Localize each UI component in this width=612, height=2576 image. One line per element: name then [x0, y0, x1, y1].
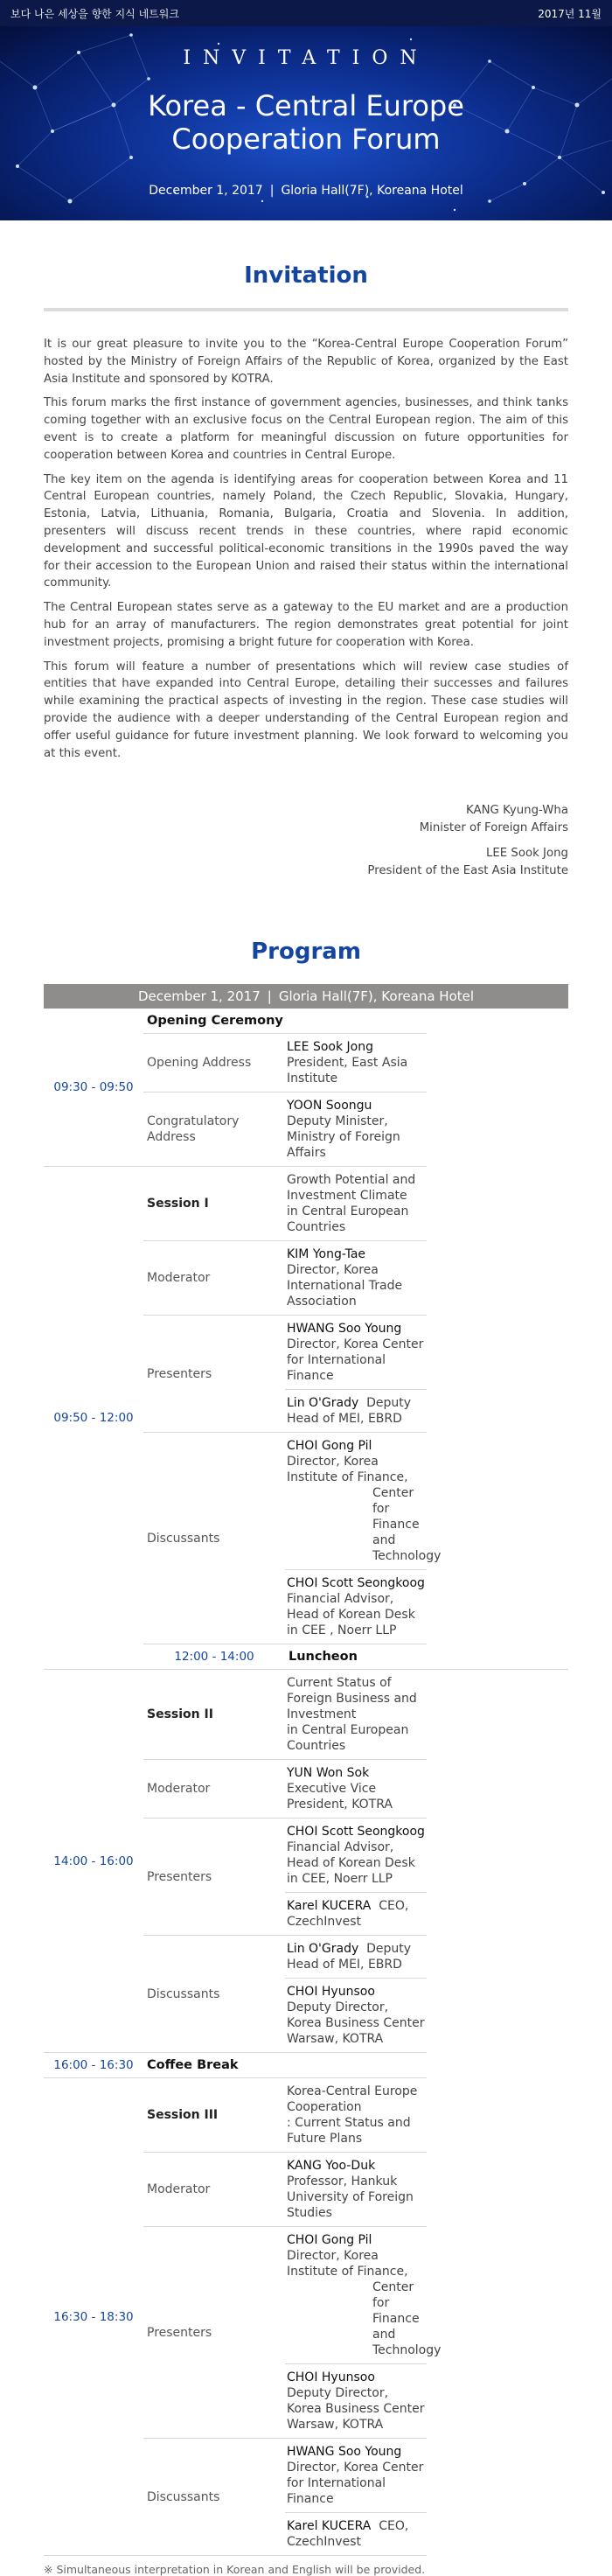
- speaker-name: HWANG Soo Young: [287, 2445, 402, 2460]
- event-venue: Gloria Hall(7F), Koreana Hotel: [281, 184, 463, 198]
- program-title: Program: [251, 939, 361, 966]
- session-topic-line-1: Korea-Central Europe Cooperation: [287, 2084, 418, 2115]
- speaker-name: CHOI Hyunsoo: [287, 1985, 375, 2000]
- role-label: Moderator: [143, 1760, 285, 1819]
- speaker-name: Karel KUCERA: [287, 2519, 372, 2534]
- speaker-name: CHOI Scott Seongkoog: [287, 1576, 425, 1591]
- schedule-row: [44, 1009, 568, 1034]
- speaker-title: Deputy Head of MEI, EBRD: [287, 1396, 412, 1427]
- hero-banner: [0, 26, 612, 220]
- speaker: [285, 1390, 427, 1433]
- speaker-title-line-2: Center for Finance and Technology: [372, 2280, 442, 2358]
- speaker: [285, 1093, 427, 1167]
- speaker: [285, 1316, 427, 1390]
- speaker-name: LEE Sook Jong: [287, 1040, 373, 1055]
- speaker: [285, 2153, 427, 2227]
- speaker: [285, 2439, 427, 2513]
- speaker: [285, 1241, 427, 1316]
- separator: |: [269, 184, 275, 198]
- role-label: Moderator: [143, 2153, 285, 2227]
- invitation-title: Invitation: [244, 262, 368, 289]
- session-topic-line-2: : Current Status and Future Plans: [287, 2116, 411, 2147]
- speaker-title: Director, Korea Center for International Finance: [287, 2461, 424, 2507]
- role-label: Congratulatory Address: [143, 1093, 285, 1167]
- invitation-heading: INVITATION: [183, 47, 429, 69]
- session-topic: [285, 1167, 427, 1241]
- role-label: Discussants: [143, 1936, 285, 2053]
- speaker-name: CHOI Scott Seongkoog: [287, 1825, 425, 1840]
- signatures: [44, 802, 568, 879]
- event-date-venue: [0, 184, 612, 198]
- session-topic-line-2: in Central European Countries: [287, 1204, 409, 1235]
- session-label: Session II: [143, 1670, 285, 1760]
- speaker-name: CHOI Gong Pil: [287, 1439, 372, 1454]
- coffee-break-label: Coffee Break: [143, 2053, 427, 2078]
- speaker-title: Deputy Director, Korea Business Center Warsaw, KOTRA: [287, 2386, 425, 2433]
- letter-paragraph: The key item on the agenda is identifying areas for cooperation between Korea and 11 Central European countries, namely Poland, the Czech Republic, Slovakia, Hungary, Estonia, Latvia, Lithuania, Romania, Bulgaria, Croatia and Slovenia. In addition, presenters will discuss recent trends in these countries, where rapid economic development and successful political-economic transitions in the 1990s paved the way for their accession to the European Union and raised their status within the international community.: [44, 472, 568, 590]
- forum-title-line-2: Cooperation Forum: [171, 122, 441, 156]
- speaker-title: CEO, CzechInvest: [287, 1899, 409, 1930]
- program-table: [44, 984, 568, 2556]
- schedule-row: [44, 2053, 568, 2078]
- speaker-title: Deputy Minister, Ministry of Foreign Affairs: [287, 1114, 400, 1161]
- role-label: Presenters: [143, 2227, 285, 2439]
- letter-paragraph: The Central European states serve as a gateway to the EU market and are a production hub for an array of manufacturers. The region demonstrates great potential for joint investment projects, promising a bright future for cooperation with Korea.: [44, 601, 568, 649]
- speaker: [285, 1570, 427, 1644]
- speaker-title: Director, Korea Center for International Finance: [287, 1337, 424, 1384]
- speaker-title: Director, Korea Institute of Finance,: [287, 2249, 408, 2279]
- role-label: Presenters: [143, 1819, 285, 1936]
- program-venue: Gloria Hall(7F), Koreana Hotel: [278, 988, 475, 1005]
- luncheon-label: Luncheon: [285, 1644, 568, 1670]
- time-slot: 16:30 - 18:30: [44, 2078, 143, 2556]
- speaker-title: Professor, Hankuk University of Foreign Studies: [287, 2175, 414, 2221]
- tagline: 보다 나은 세상을 향한 지식 네트워크: [10, 7, 179, 20]
- speaker: [285, 1936, 427, 1979]
- role-label: Discussants: [143, 1433, 285, 1644]
- signer-name: KANG Kyung-Wha: [466, 804, 568, 818]
- speaker-name: CHOI Gong Pil: [287, 2233, 372, 2248]
- speaker-title: President, East Asia Institute: [287, 1056, 408, 1086]
- speaker: [285, 2227, 442, 2364]
- role-label: Moderator: [143, 1241, 285, 1316]
- speaker-name: HWANG Soo Young: [287, 1322, 402, 1337]
- time-slot: 14:00 - 16:00: [44, 1670, 143, 2053]
- speaker: [285, 1760, 427, 1819]
- session-topic-line-2: in Central European Countries: [287, 1723, 409, 1754]
- time-slot: 16:00 - 16:30: [44, 2053, 143, 2078]
- speaker-title: Financial Advisor,: [287, 1592, 394, 1607]
- speaker-title: Executive Vice President, KOTRA: [287, 1782, 393, 1812]
- role-label: Discussants: [143, 2439, 285, 2556]
- session-label: Session I: [143, 1167, 285, 1241]
- speaker: [285, 1819, 427, 1893]
- time-slot: 12:00 - 14:00: [143, 1644, 285, 1670]
- signature-block: [44, 802, 568, 836]
- speaker-name: YUN Won Sok: [287, 1766, 370, 1781]
- speaker: [285, 1893, 427, 1936]
- speaker: [285, 1979, 427, 2053]
- speaker: [285, 2364, 427, 2439]
- program-date: December 1, 2017: [137, 988, 261, 1005]
- speaker-title-line-2: Head of Korean Desk in CEE , Noerr LLP: [287, 1608, 415, 1638]
- opening-ceremony-label: Opening Ceremony: [143, 1009, 427, 1034]
- forum-title: [0, 89, 612, 156]
- letter-paragraph: This forum marks the first instance of government agencies, businesses, and think tanks coming together with an exclusive focus on the Central European region. The aim of this event is to create a platform for meaningful discussion on future opportunities for cooperation between Korea and countries in Central Europe.: [44, 396, 568, 462]
- session-topic-line-1: Current Status of Foreign Business and Investment: [287, 1676, 417, 1722]
- schedule: [44, 1009, 568, 2556]
- session-topic: [285, 1670, 427, 1760]
- letter-paragraph: This forum will feature a number of presentations which will review case studies of entities that have expanded into Central Europe, detailing their successes and failures while examining the practical aspects of investing in the region. These case studies will provide the audience with a deeper understanding of the Central European region and offer useful guidance for future investment planning. We look forward to welcoming you at this event.: [44, 660, 568, 760]
- issue-date: 2017년 11월: [538, 7, 602, 20]
- time-slot: 09:30 - 09:50: [44, 1009, 143, 1167]
- role-label: Opening Address: [143, 1034, 285, 1093]
- session-topic-line-1: Growth Potential and Investment Climate: [287, 1173, 416, 1204]
- speaker: [285, 2513, 427, 2556]
- speaker-name: KANG Yoo-Duk: [287, 2159, 376, 2174]
- speaker: [285, 1034, 427, 1093]
- signer-title: Minister of Foreign Affairs: [419, 820, 568, 834]
- speaker-name: CHOI Hyunsoo: [287, 2370, 375, 2385]
- event-date: December 1, 2017: [149, 184, 263, 198]
- speaker-name: KIM Yong-Tae: [287, 1247, 366, 1262]
- speaker-title-line-2: Center for Finance and Technology: [372, 1486, 442, 1564]
- time-slot: 09:50 - 12:00: [44, 1167, 143, 1670]
- speaker-title: Deputy Director, Korea Business Center Warsaw, KOTRA: [287, 2000, 425, 2047]
- signer-title: President of the East Asia Institute: [367, 863, 568, 877]
- speaker-title: Director, Korea International Trade Association: [287, 1263, 403, 1309]
- speaker-title: Deputy Head of MEI, EBRD: [287, 1942, 412, 1972]
- top-bar: [0, 0, 612, 26]
- session-label: Session III: [143, 2078, 285, 2153]
- speaker-title: CEO, CzechInvest: [287, 2519, 409, 2550]
- schedule-row: [44, 2078, 568, 2153]
- letter-paragraph: It is our great pleasure to invite you to the “Korea-Central Europe Cooperation Forum” hosted by the Ministry of Foreign Affairs of the Republic of Korea, organized by the East Asia Institute and sponsored by KOTRA.: [44, 338, 568, 386]
- forum-title-line-1: Korea - Central Europe: [148, 89, 464, 122]
- speaker-name: Lin O'Grady: [287, 1942, 359, 1957]
- speaker-name: YOON Soongu: [287, 1099, 372, 1113]
- speaker-title: Financial Advisor,: [287, 1840, 394, 1855]
- role-label: Presenters: [143, 1316, 285, 1433]
- speaker-name: Lin O'Grady: [287, 1396, 359, 1411]
- speaker-name: Karel KUCERA: [287, 1899, 372, 1914]
- invitation-letter: [44, 336, 568, 762]
- program-header: [44, 984, 568, 1009]
- signer-name: LEE Sook Jong: [485, 847, 568, 861]
- schedule-row: [44, 1670, 568, 1760]
- speaker-title: Director, Korea Institute of Finance,: [287, 1455, 408, 1485]
- signature-block: [44, 845, 568, 879]
- session-topic: [285, 2078, 427, 2153]
- speaker-title-line-2: Head of Korean Desk in CEE, Noerr LLP: [287, 1856, 415, 1887]
- separator: |: [267, 988, 272, 1005]
- title-divider: [44, 308, 568, 311]
- schedule-row: [44, 1167, 568, 1241]
- speaker: [285, 1433, 442, 1570]
- interpretation-note: ※ Simultaneous interpretation in Korean and English will be provided.: [44, 2563, 426, 2576]
